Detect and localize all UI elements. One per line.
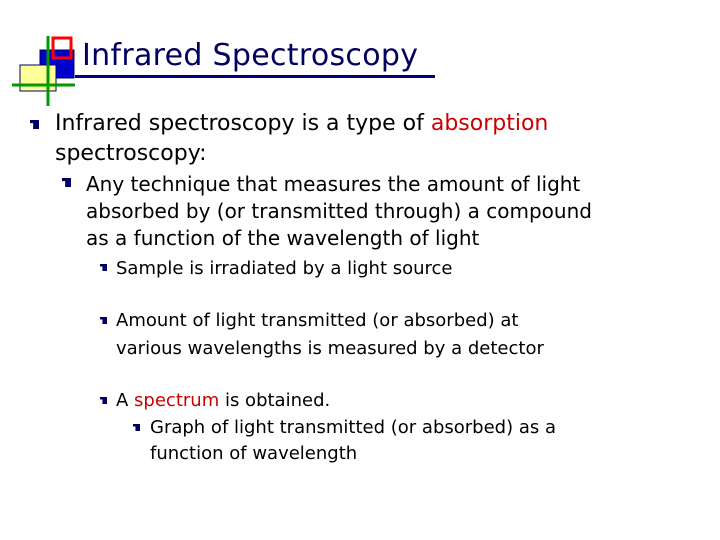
bullet-any-technique bbox=[86, 171, 592, 252]
bullet-text: Infrared spectroscopy is a type of bbox=[55, 111, 431, 136]
bullet-infrared-spectroscopy bbox=[55, 109, 548, 169]
bullet-icon bbox=[62, 178, 71, 187]
sub-bullet-amount bbox=[116, 307, 544, 363]
sub-bullet-text: Sample is irradiated by a light source bbox=[116, 258, 453, 279]
bullet-text-line2: spectroscopy: bbox=[55, 141, 207, 166]
bullet-text-line1: Any technique that measures the amount of light bbox=[86, 172, 581, 196]
sub-sub-bullet-graph bbox=[150, 415, 556, 467]
sub-bullet-text-before: A bbox=[116, 390, 135, 411]
sub-bullet-spectrum bbox=[116, 387, 330, 415]
sub-sub-bullet-text-line1: Graph of light transmitted (or absorbed) as a bbox=[150, 417, 557, 438]
bullet-icon bbox=[30, 120, 39, 129]
slide-logo bbox=[0, 0, 90, 110]
bullet-icon bbox=[100, 317, 107, 324]
title-underline bbox=[75, 75, 435, 78]
slide-title: Infrared Spectroscopy bbox=[82, 38, 419, 73]
bullet-icon bbox=[100, 264, 107, 271]
bullet-icon bbox=[100, 397, 107, 404]
sub-bullet-text-line1: Amount of light transmitted (or absorbed) at bbox=[116, 310, 519, 331]
sub-bullet-text-line2: various wavelengths is measured by a detector bbox=[116, 338, 544, 359]
bullet-text-line3: as a function of the wavelength of light bbox=[86, 226, 480, 250]
absorption-highlight: absorption bbox=[430, 111, 549, 136]
sub-bullet-sample bbox=[116, 255, 453, 283]
sub-bullet-text-after: is obtained. bbox=[219, 390, 331, 411]
sub-sub-bullet-text-line2: function of wavelength bbox=[150, 443, 358, 464]
spectrum-highlight: spectrum bbox=[134, 390, 220, 411]
bullet-icon bbox=[133, 424, 140, 431]
bullet-text-line2: absorbed by (or transmitted through) a compound bbox=[86, 199, 592, 223]
